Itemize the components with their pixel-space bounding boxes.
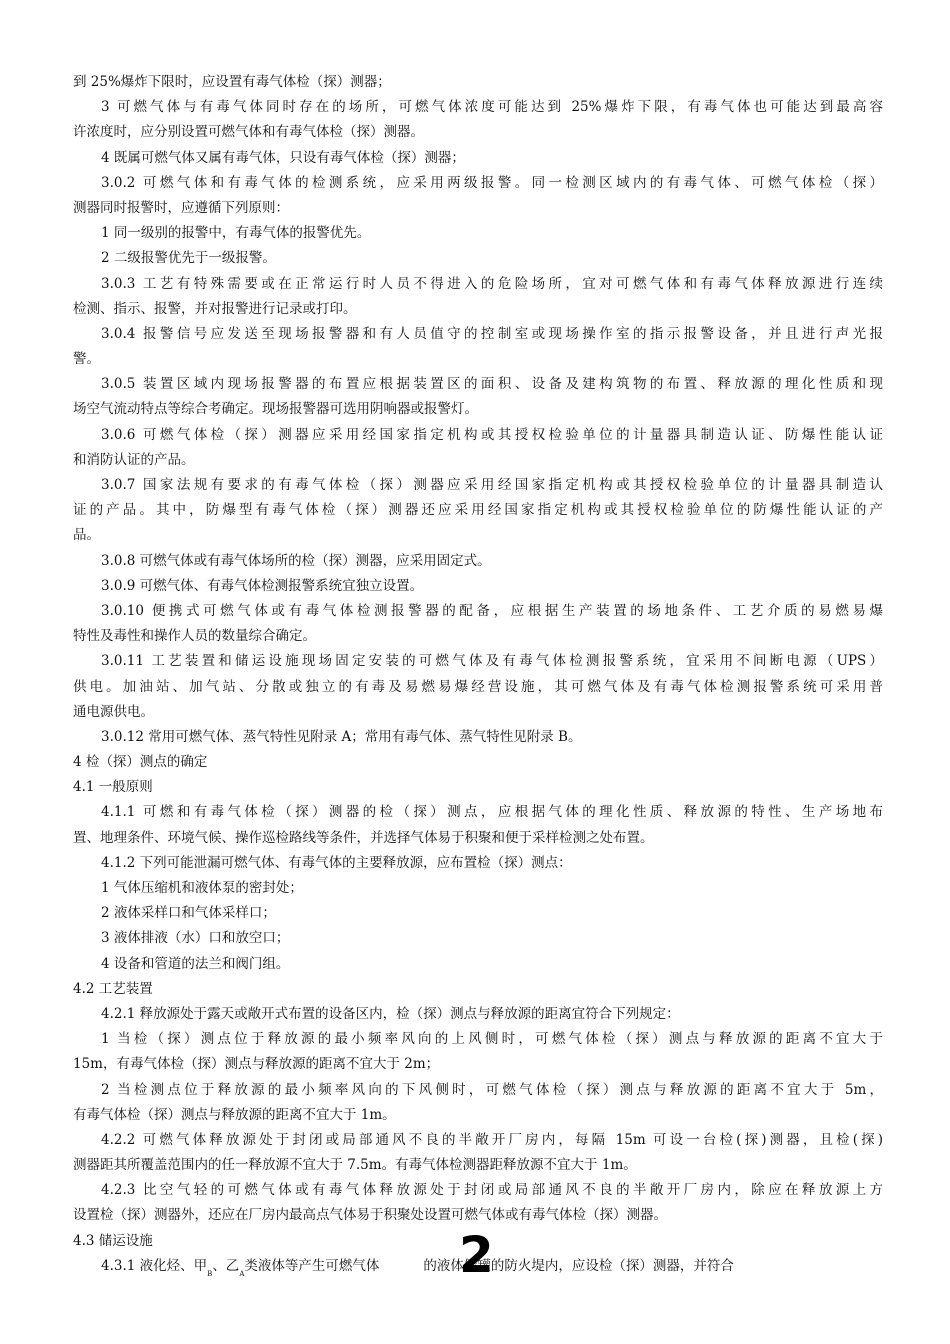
text-line: 3.0.2 可燃气体和有毒气体的检测系统，应采用两级报警。同一检测区域内的有毒气体、可燃气体检（探） [101,174,883,191]
text-line: 4 既属可燃气体又属有毒气体，只设有毒气体检（探）测器； [101,149,465,166]
text-line: 2 液体采样口和气体采样口； [101,905,276,922]
text-line: 1 气体压缩机和液体泵的密封处； [101,880,303,896]
text-line: 3.0.10 便携式可燃气体或有毒气体检测报警器的配备，应根据生产装置的场地条件、工艺介质的易燃易爆 [101,602,883,619]
text-line: 4 检（探）测点的确定 [73,754,208,771]
text-line: 3.0.8 可燃气体或有毒气体场所的检（探）测器，应采用固定式。 [101,552,491,569]
text-line: 4.1.1 可燃和有毒气体检（探）测器的检（探）测点，应根据气体的理化性质、释放源的特性、生产场地布 [101,804,883,821]
text-line: 3.0.3 工艺有特殊需要或在正常运行时人员不得进入的危险场所，宜对可燃气体和有毒气体释放源进行连续 [101,275,883,292]
text-line: 3.0.9 可燃气体、有毒气体检测报警系统宜独立设置。 [101,577,424,594]
text-line: 3 可燃气体与有毒气体同时存在的场所，可燃气体浓度可能达到 25%爆炸下限，有毒气体也可能达到最高容 [101,99,883,116]
text-line: 2 当检测点位于释放源的最小频率风向的下风侧时，可燃气体检（探）测点与释放源的距离不宜大于 5m， [101,1081,883,1098]
text-line: 3.0.12 常用可燃气体、蒸气特性见附录 A；常用有毒气体、蒸气特性见附录 B。 [101,728,582,745]
text-line: 到 25%爆炸下限时，应设置有毒气体检（探）测器； [73,74,391,90]
text-line: 1 当检（探）测点位于释放源的最小频率风向的上风侧时，可燃气体检（探）测点与释放源的距离不宜大于 [101,1031,883,1048]
text-line: 特性及毒性和操作人员的数量综合确定。 [73,628,316,645]
text-line: 置、地理条件、环境气候、操作巡检路线等条件，并选择气体易于积聚和便于采样检测之处布置。 [73,829,654,846]
text-line: 3.0.11 工艺装置和储运设施现场固定安装的可燃气体及有毒气体检测报警系统，宜采用不间断电源（UPS） [101,653,883,670]
text-line: 有毒气体检（探）测点与释放源的距离不宜大于 1m。 [73,1106,396,1123]
text-line: 4.2.3 比空气轻的可燃气体或有毒气体释放源处于封闭或局部通风不良的半敞开厂房内，除应在释放源上方 [101,1182,883,1199]
text-line: 许浓度时，应分别设置可燃气体和有毒气体检（探）测器。 [73,124,424,141]
final-line-middle: 、乙 [212,1257,240,1274]
text-line: 4.1.2 下列可能泄漏可燃气体、有毒气体的主要释放源，应布置检（探）测点： [101,854,572,871]
text-line: 4 设备和管道的法兰和阀门组。 [101,955,290,972]
text-line: 1 同一级别的报警中，有毒气体的报警优先。 [101,225,371,242]
text-line: 3.0.6 可燃气体检（探）测器应采用经国家指定机构或其授权检验单位的计量器具制造认证、防爆性能认证 [101,426,883,443]
final-line-tail: 的液体储罐的防火堤内，应设检（探）测器，并符合 [423,1257,734,1274]
final-line-before: 4.3.1 液化烃、甲 [101,1257,208,1274]
subscript-b: B [207,1269,213,1278]
text-line: 通电源供电。 [73,703,154,720]
final-line-after: 类液体等产生可燃气体 [244,1257,380,1274]
text-line: 15m，有毒气体检（探）测点与释放源的距离不宜大于 2m； [73,1056,440,1073]
text-line: 警。 [73,351,100,368]
text-line: 供电。加油站、加气站、分散或独立的有毒及易燃易爆经营设施，其可燃气体及有毒气体检测报警系统可采用普 [73,678,883,695]
text-line: 4.2.1 释放源处于露天或敞开式布置的设备区内，检（探）测点与释放源的距离宜符合下列规定： [101,1005,680,1022]
text-line: 4.1 一般原则 [73,779,153,796]
text-line: 4.2 工艺装置 [73,980,153,997]
text-line: 3.0.4 报警信号应发送至现场报警器和有人员值守的控制室或现场操作室的指示报警设备，并且进行声光报 [101,325,883,342]
text-line: 设置检（探）测器外，还应在厂房内最高点气体易于积聚处设置可燃气体或有毒气体检（探）测器。 [73,1207,667,1224]
text-line: 2 二级报警优先于一级报警。 [101,250,276,267]
text-line: 3 液体排液（水）口和放空口； [101,930,290,947]
text-line: 3.0.5 装置区域内现场报警器的布置应根据装置区的面积、设备及建构筑物的布置、释放源的理化性质和现 [101,376,883,393]
page-number: 2 [459,1226,494,1284]
subscript-a: A [239,1269,245,1278]
text-line: 测器同时报警时，应遵循下列原则： [73,199,289,216]
text-line: 4.2.2 可燃气体释放源处于封闭或局部通风不良的半敞开厂房内，每隔 15m 可设一台检(探)测器，且检(探) [101,1131,883,1148]
text-line: 3.0.7 国家法规有要求的有毒气体检（探）测器应采用经国家指定机构或其授权检验单位的计量器具制造认 [101,477,883,493]
document-body [73,70,883,1284]
text-line: 品。 [73,527,100,544]
text-line: 测器距其所覆盖范围内的任一释放源不宜大于 7.5m。有毒气体检测器距释放源不宜大于 1m。 [73,1157,637,1174]
text-line: 场空气流动特点等综合考确定。现场报警器可选用阴响器或报警灯。 [73,401,478,418]
text-line: 检测、指示、报警，并对报警进行记录或打印。 [73,300,357,317]
text-line: 和消防认证的产品。 [73,451,195,468]
text-line: 4.3 储运设施 [73,1232,153,1249]
text-line: 证的产品。其中，防爆型有毒气体检（探）测器还应采用经国家指定机构或其授权检验单位的防爆性能认证的产 [73,502,883,519]
